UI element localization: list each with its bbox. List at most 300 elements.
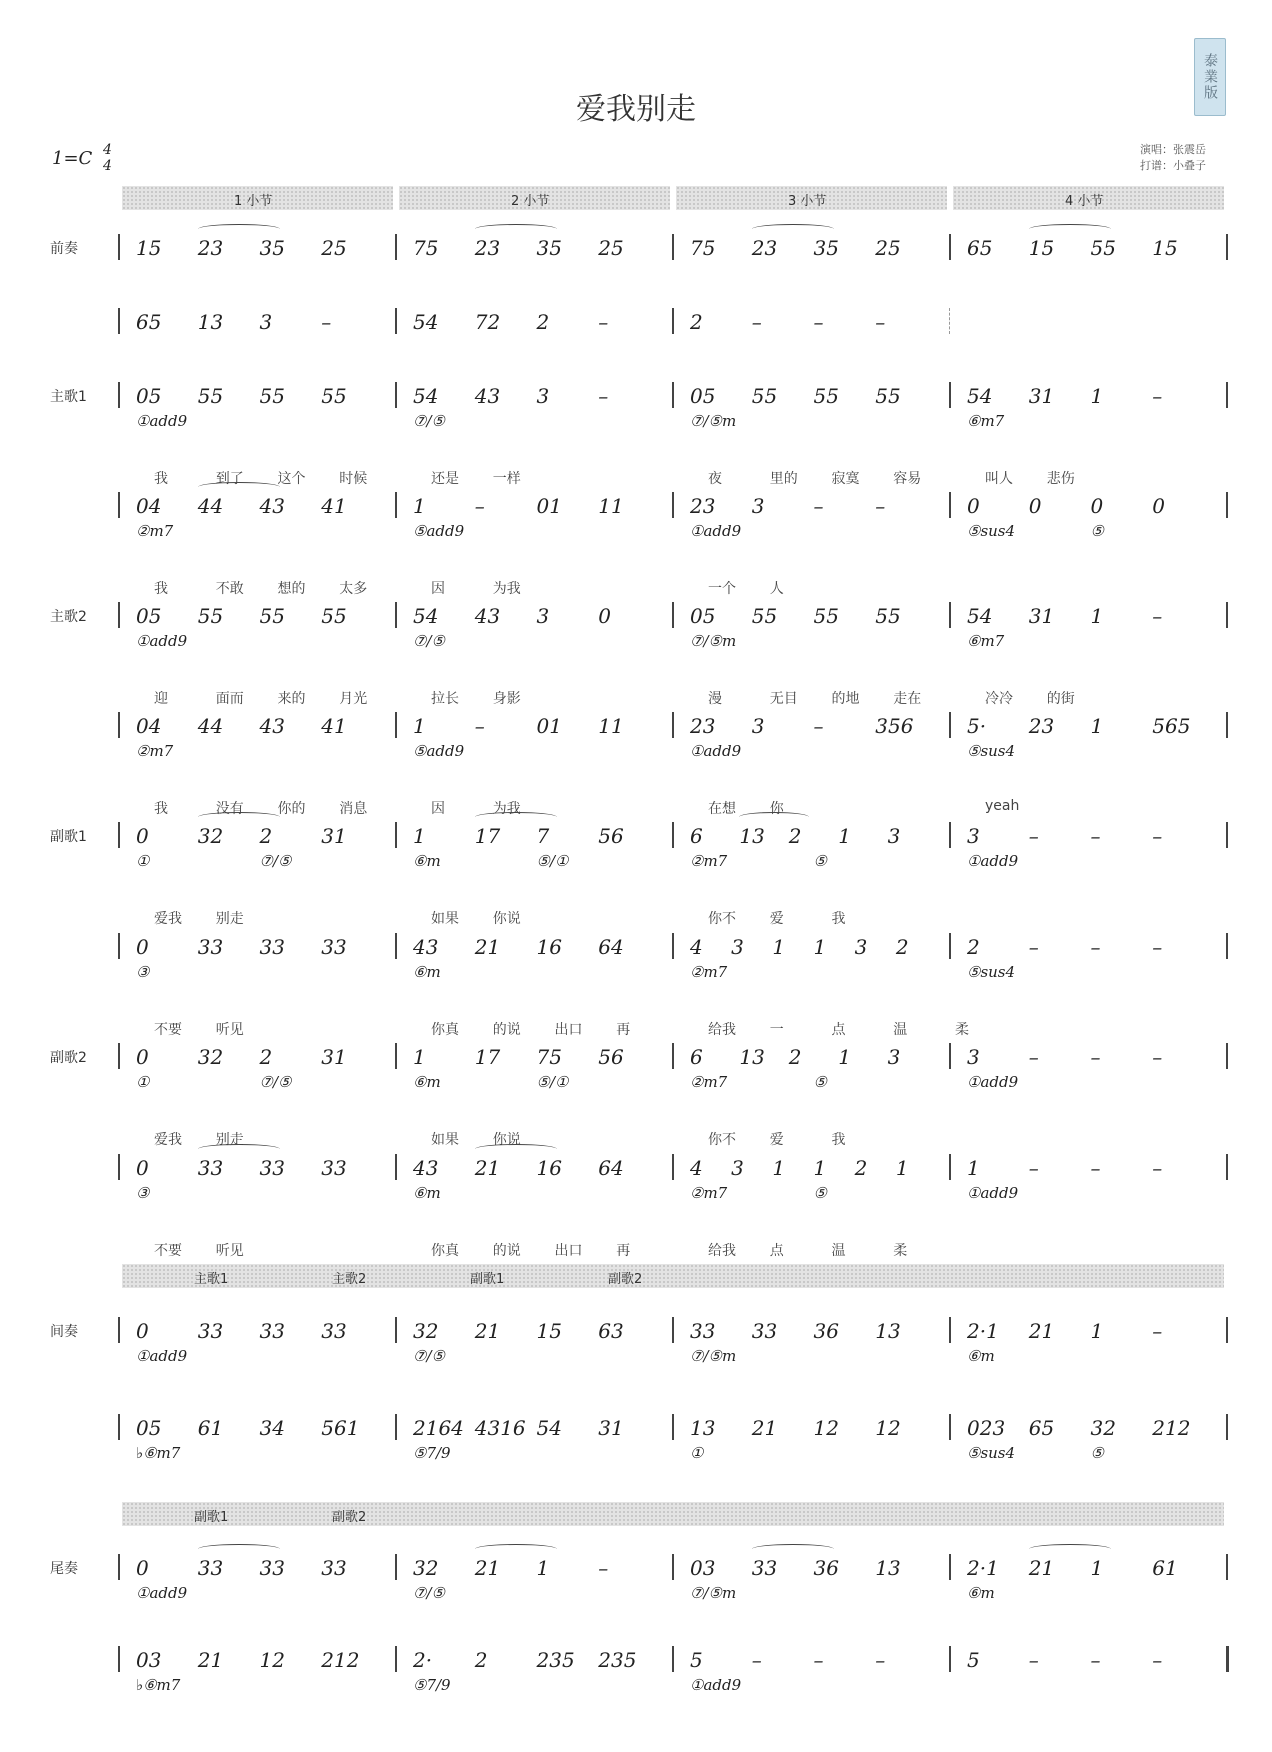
note: 41 xyxy=(321,714,347,738)
lyric: 我 xyxy=(154,801,168,817)
note: 63 xyxy=(598,1319,624,1343)
note: 55 xyxy=(875,384,901,408)
chord-symbol: ①add9 xyxy=(967,1184,1019,1202)
note: 3 xyxy=(887,1045,901,1069)
note: 1 xyxy=(413,494,426,518)
bar-line xyxy=(672,822,674,848)
lyric: 来的 xyxy=(277,691,306,707)
lyric: 身影 xyxy=(492,691,521,707)
bar-line xyxy=(118,492,120,518)
bar-line xyxy=(949,1414,951,1440)
note: – xyxy=(1152,1156,1163,1180)
note: 13 xyxy=(875,1556,901,1580)
chord-symbol: ⑥m xyxy=(413,1073,441,1091)
note: 1 xyxy=(1090,1556,1104,1580)
chord-symbol: ⑥m xyxy=(967,1347,995,1365)
lyric: 不要 xyxy=(154,1243,182,1259)
note: – xyxy=(1090,1156,1101,1180)
note: 1 xyxy=(413,714,426,738)
bar-line xyxy=(395,933,397,959)
lyric: 温 xyxy=(831,1243,846,1259)
chord-symbol: ⑤sus4 xyxy=(967,522,1016,540)
note: 21 xyxy=(474,935,501,959)
note: 75 xyxy=(536,1045,562,1069)
chord-symbol: ⑤ xyxy=(1090,522,1104,540)
note: 36 xyxy=(813,1319,839,1343)
bar-line xyxy=(1226,1043,1228,1069)
lyric: 你不 xyxy=(708,911,736,927)
bar-line xyxy=(395,234,397,260)
note: 43 xyxy=(413,935,439,959)
note: 13 xyxy=(739,824,765,848)
lyric: 柔 xyxy=(955,1022,969,1038)
chord-symbol: ⑤add9 xyxy=(413,522,465,540)
lyric: 我 xyxy=(154,581,168,597)
note: – xyxy=(1090,824,1101,848)
note: – xyxy=(1028,1156,1039,1180)
note: – xyxy=(751,1648,762,1672)
note: 3 xyxy=(967,1045,980,1069)
tie-arc xyxy=(198,1144,280,1154)
chord-symbol: ⑤add9 xyxy=(413,742,465,760)
note: 44 xyxy=(197,714,224,738)
note: 33 xyxy=(690,1319,716,1343)
note: 1 xyxy=(895,1156,909,1180)
tie-arc xyxy=(475,1144,557,1154)
bar-line xyxy=(1226,382,1228,408)
bar-line xyxy=(1226,1554,1228,1580)
lyric: 爱我 xyxy=(154,1132,182,1148)
chord-symbol: ⑤/① xyxy=(536,852,569,870)
bar-line xyxy=(118,308,120,334)
lyric: 听见 xyxy=(215,1243,244,1259)
note: 35 xyxy=(813,236,839,260)
lyric: 再 xyxy=(616,1022,631,1038)
note: 21 xyxy=(751,1416,778,1440)
bar-line xyxy=(395,602,397,628)
note: 05 xyxy=(690,604,716,628)
note: 023 xyxy=(967,1416,1006,1440)
bar-line xyxy=(395,308,397,334)
bar-line xyxy=(949,1154,951,1180)
bar-line xyxy=(395,1414,397,1440)
note: 13 xyxy=(690,1416,716,1440)
lyric: 如果 xyxy=(431,1132,459,1148)
note: – xyxy=(474,714,485,738)
note: 65 xyxy=(1028,1416,1055,1440)
bar-line xyxy=(672,308,674,334)
note: 55 xyxy=(813,384,839,408)
note: – xyxy=(1152,384,1163,408)
bar-line xyxy=(1226,822,1228,848)
note: 61 xyxy=(197,1416,224,1440)
chord-symbol: ⑤7/9 xyxy=(413,1676,451,1694)
lyric: 爱 xyxy=(769,911,784,927)
note: 43 xyxy=(474,604,501,628)
lyric: 柔 xyxy=(893,1243,908,1259)
note: 34 xyxy=(259,1416,285,1440)
bar-line xyxy=(118,1646,120,1672)
note: 31 xyxy=(598,1416,624,1440)
note: 2·1 xyxy=(967,1556,999,1580)
section-label: 副歌1 xyxy=(50,829,87,845)
note: 23 xyxy=(474,236,501,260)
bar-line xyxy=(118,712,120,738)
chord-symbol: ⑦/⑤ xyxy=(413,412,445,430)
note: 01 xyxy=(536,714,562,738)
bar-line xyxy=(118,234,120,260)
measure-band-4 xyxy=(953,186,1224,210)
note: 2 xyxy=(259,824,273,848)
chord-symbol: ②m7 xyxy=(136,522,174,540)
section-label: 主歌2 xyxy=(50,609,87,625)
note: 2 xyxy=(474,1648,488,1672)
bar-line xyxy=(949,1646,951,1672)
note: 55 xyxy=(1090,236,1116,260)
note: – xyxy=(1028,1045,1039,1069)
note: 15 xyxy=(1152,236,1178,260)
band-label: 主歌1 xyxy=(194,1272,229,1287)
singer-credit: 演唱：张震岳 xyxy=(1140,143,1206,156)
note: – xyxy=(813,494,824,518)
lyric: 无目 xyxy=(769,691,798,707)
note: 55 xyxy=(875,604,901,628)
interlude-section-band xyxy=(122,1264,1224,1288)
note: 33 xyxy=(321,1319,347,1343)
note: 55 xyxy=(197,604,224,628)
bar-line xyxy=(672,933,674,959)
note: 01 xyxy=(536,494,562,518)
bar-line xyxy=(1226,1414,1228,1440)
bar-line xyxy=(672,1554,674,1580)
note: – xyxy=(321,310,332,334)
note: 64 xyxy=(598,935,624,959)
lyric: 别走 xyxy=(215,911,244,927)
section-label: 副歌2 xyxy=(50,1050,87,1066)
arranger-credit: 打谱：小叠子 xyxy=(1140,159,1206,172)
chord-symbol: ① xyxy=(136,852,150,870)
note: 54 xyxy=(967,384,993,408)
lyric: 的说 xyxy=(492,1022,521,1038)
song-title: 爱我别走 xyxy=(576,92,696,127)
lyric: 给我 xyxy=(708,1022,736,1038)
lyric: 你说 xyxy=(492,1132,521,1148)
note: 212 xyxy=(321,1648,360,1672)
bar-line xyxy=(1226,492,1228,518)
bar-line xyxy=(1226,1646,1229,1672)
note: 33 xyxy=(259,1319,285,1343)
note: 25 xyxy=(321,236,347,260)
chord-symbol: ① xyxy=(690,1444,704,1462)
lyric: 的街 xyxy=(1046,691,1075,707)
note: 3 xyxy=(751,714,765,738)
lyric: 再 xyxy=(616,1243,631,1259)
chord-symbol: ①add9 xyxy=(136,1584,188,1602)
bar-line xyxy=(949,602,951,628)
lyric: 听见 xyxy=(215,1022,244,1038)
lyric: 为我 xyxy=(492,801,521,817)
note: 5 xyxy=(967,1648,980,1672)
note: 2164 xyxy=(413,1416,464,1440)
note: 33 xyxy=(259,935,285,959)
note: 54 xyxy=(413,310,439,334)
bar-line xyxy=(395,1646,397,1672)
note: 21 xyxy=(1028,1319,1055,1343)
note: 0 xyxy=(1090,494,1104,518)
lyric: 面而 xyxy=(215,691,244,707)
note: – xyxy=(875,1648,886,1672)
note: 17 xyxy=(474,1045,501,1069)
bar-line xyxy=(672,1414,674,1440)
tie-arc xyxy=(198,812,280,822)
note: – xyxy=(1152,1648,1163,1672)
note: 55 xyxy=(259,604,285,628)
lyric: 爱 xyxy=(769,1132,784,1148)
measure-band-label: 3 小节 xyxy=(788,194,827,209)
chord-symbol: ②m7 xyxy=(690,1184,728,1202)
note: 25 xyxy=(875,236,901,260)
bar-line xyxy=(672,602,674,628)
note: 3 xyxy=(731,1156,744,1180)
chord-symbol: ①add9 xyxy=(136,1347,188,1365)
chord-symbol: ⑥m7 xyxy=(967,632,1005,650)
lyric: 夜 xyxy=(708,471,722,487)
bar-line xyxy=(949,1317,951,1343)
tie-arc xyxy=(475,224,557,234)
chord-symbol: ⑥m7 xyxy=(967,412,1005,430)
note: 31 xyxy=(1028,384,1055,408)
bar-line xyxy=(395,1043,397,1069)
note: 55 xyxy=(321,604,347,628)
note: 1 xyxy=(772,1156,786,1180)
note: 04 xyxy=(136,714,162,738)
note: 3 xyxy=(967,824,980,848)
note: 23 xyxy=(690,494,716,518)
measure-band-2 xyxy=(399,186,670,210)
note: 12 xyxy=(875,1416,901,1440)
lyric: 为我 xyxy=(492,581,521,597)
measure-band-label: 2 小节 xyxy=(511,194,550,209)
note: 15 xyxy=(1028,236,1055,260)
note: 75 xyxy=(690,236,716,260)
chord-symbol: ⑦/⑤ xyxy=(259,1073,292,1091)
note: 1 xyxy=(838,824,851,848)
bar-line xyxy=(118,822,120,848)
bar-line xyxy=(672,1154,674,1180)
note: 33 xyxy=(197,1156,224,1180)
note: 21 xyxy=(197,1648,224,1672)
chord-symbol: ♭⑥m7 xyxy=(136,1676,181,1694)
note: 13 xyxy=(739,1045,765,1069)
note: – xyxy=(1028,935,1039,959)
note: – xyxy=(813,714,824,738)
note: 05 xyxy=(136,604,162,628)
chord-symbol: ⑤sus4 xyxy=(967,742,1016,760)
bar-line xyxy=(949,822,951,848)
lyric: 因 xyxy=(431,801,445,817)
note: 3 xyxy=(731,935,744,959)
lyric: 的地 xyxy=(831,691,860,707)
note: 6 xyxy=(690,824,703,848)
chord-symbol: ③ xyxy=(136,1184,150,1202)
measure-band-label: 4 小节 xyxy=(1065,194,1104,209)
badge-text: 泰業版 xyxy=(1202,53,1218,101)
note: 4 xyxy=(690,1156,703,1180)
note: 15 xyxy=(536,1319,562,1343)
tie-arc xyxy=(752,224,834,234)
chord-symbol: ⑤ xyxy=(813,852,827,870)
tie-arc xyxy=(752,1544,834,1554)
chord-symbol: ①add9 xyxy=(967,1073,1019,1091)
note: 03 xyxy=(136,1648,162,1672)
note: 0 xyxy=(1152,494,1165,518)
note: 2 xyxy=(788,824,802,848)
lyric: 我 xyxy=(831,911,846,927)
note: 05 xyxy=(136,384,162,408)
note: 0 xyxy=(136,1045,149,1069)
note: 235 xyxy=(598,1648,637,1672)
chord-symbol: ⑤/① xyxy=(536,1073,569,1091)
bar-line xyxy=(949,308,952,334)
note: 0 xyxy=(598,604,611,628)
lyric: 容易 xyxy=(893,471,922,487)
note: 0 xyxy=(136,824,149,848)
note: 1 xyxy=(413,824,426,848)
tie-arc xyxy=(475,1544,557,1554)
chord-symbol: ⑤ xyxy=(813,1184,827,1202)
chord-symbol: ①add9 xyxy=(136,632,188,650)
bar-line xyxy=(118,1554,120,1580)
note: 32 xyxy=(413,1556,439,1580)
section-label: 间奏 xyxy=(50,1324,78,1340)
note: 31 xyxy=(321,1045,347,1069)
lyric: 消息 xyxy=(339,801,368,817)
bar-line xyxy=(672,234,674,260)
note: 31 xyxy=(321,824,347,848)
band-label: 副歌1 xyxy=(470,1272,505,1287)
note: 6 xyxy=(690,1045,703,1069)
chord-symbol: ③ xyxy=(136,963,150,981)
bar-line xyxy=(118,1043,120,1069)
lyric: 我 xyxy=(831,1132,846,1148)
note: 2 xyxy=(788,1045,802,1069)
section-label: 主歌1 xyxy=(50,389,87,405)
note: 54 xyxy=(536,1416,562,1440)
note: 565 xyxy=(1152,714,1191,738)
note: 212 xyxy=(1152,1416,1191,1440)
note: 54 xyxy=(967,604,993,628)
note: 3 xyxy=(854,935,868,959)
lyric: 人 xyxy=(769,581,784,597)
note: 33 xyxy=(197,1319,224,1343)
lyric: 一个 xyxy=(708,581,736,597)
lyric: 你不 xyxy=(708,1132,736,1148)
bar-line xyxy=(672,492,674,518)
lyric: yeah xyxy=(985,798,1020,814)
chord-symbol: ①add9 xyxy=(690,742,742,760)
note: 55 xyxy=(751,604,778,628)
chord-symbol: ⑦/⑤ xyxy=(413,1584,445,1602)
note: 1 xyxy=(838,1045,851,1069)
note: 0 xyxy=(967,494,980,518)
chord-symbol: ②m7 xyxy=(690,963,728,981)
note: 75 xyxy=(413,236,439,260)
lyric: 的说 xyxy=(492,1243,521,1259)
bar-line xyxy=(672,1317,674,1343)
chord-symbol: ⑦/⑤m xyxy=(690,1584,737,1602)
note: 33 xyxy=(197,1556,224,1580)
bar-line xyxy=(1226,234,1228,260)
note: 235 xyxy=(536,1648,575,1672)
note: 23 xyxy=(197,236,224,260)
note: 23 xyxy=(751,236,778,260)
bar-line xyxy=(118,933,120,959)
note: 21 xyxy=(474,1156,501,1180)
section-label: 尾奏 xyxy=(50,1561,78,1577)
chord-symbol: ⑤sus4 xyxy=(967,963,1016,981)
note: 11 xyxy=(598,714,624,738)
note: 2· xyxy=(413,1648,433,1672)
lyric: 迎 xyxy=(154,691,168,707)
bar-line xyxy=(949,1554,951,1580)
note: – xyxy=(598,384,609,408)
bar-line xyxy=(949,712,951,738)
lyric: 你的 xyxy=(277,801,306,817)
note: – xyxy=(598,310,609,334)
note: 356 xyxy=(875,714,914,738)
note: 1 xyxy=(772,935,786,959)
note: 03 xyxy=(690,1556,716,1580)
note: 4 xyxy=(690,935,703,959)
section-label: 前奏 xyxy=(50,241,78,257)
chord-symbol: ①add9 xyxy=(690,522,742,540)
chord-symbol: ①add9 xyxy=(136,412,188,430)
note: 3 xyxy=(536,604,550,628)
note: – xyxy=(474,494,485,518)
note: 1 xyxy=(413,1045,426,1069)
band-label: 主歌2 xyxy=(332,1272,367,1287)
note: 72 xyxy=(474,310,501,334)
chord-symbol: ②m7 xyxy=(690,852,728,870)
note: – xyxy=(1090,1045,1101,1069)
lyric: 在想 xyxy=(708,801,736,817)
chord-symbol: ⑥m xyxy=(413,963,441,981)
note: 0 xyxy=(136,935,149,959)
note: 1 xyxy=(813,1156,827,1180)
note: 0 xyxy=(136,1156,149,1180)
bar-line xyxy=(118,382,120,408)
note: 5· xyxy=(967,714,987,738)
lyric: 一样 xyxy=(492,471,521,487)
note: 0 xyxy=(136,1556,149,1580)
tie-arc xyxy=(1029,1544,1111,1554)
note: – xyxy=(813,310,824,334)
lyric: 你真 xyxy=(431,1243,459,1259)
bar-line xyxy=(395,822,397,848)
note: 1 xyxy=(967,1156,980,1180)
note: – xyxy=(1152,935,1163,959)
chord-symbol: ①add9 xyxy=(967,852,1019,870)
note: 32 xyxy=(197,1045,224,1069)
note: 2 xyxy=(854,1156,868,1180)
bar-line xyxy=(949,1043,951,1069)
note: 2 xyxy=(536,310,550,334)
bar-line xyxy=(395,1317,397,1343)
note: 33 xyxy=(197,935,224,959)
bar-line xyxy=(672,712,674,738)
note: – xyxy=(1090,1648,1101,1672)
chord-symbol: ⑦/⑤ xyxy=(259,852,292,870)
